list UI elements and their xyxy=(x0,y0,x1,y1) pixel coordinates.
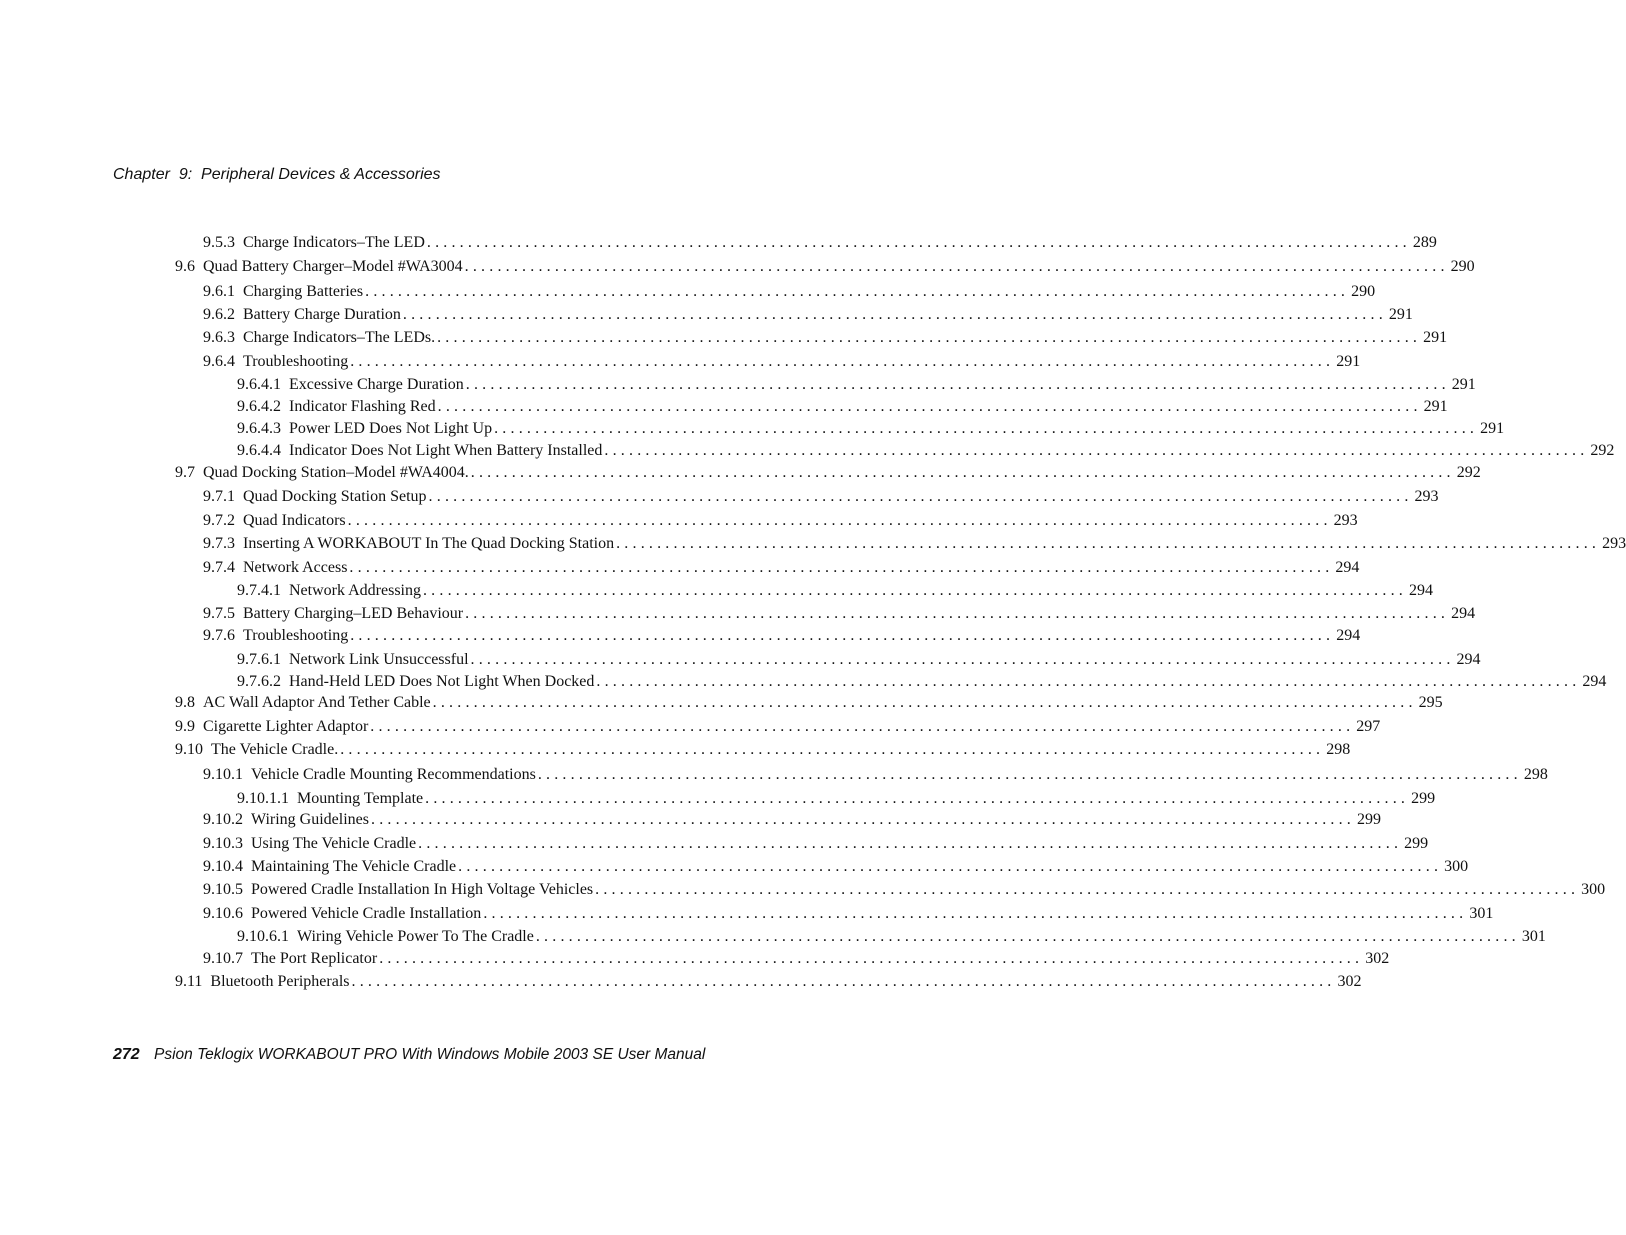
entry-title: Charging Batteries xyxy=(243,283,364,300)
entry-title: Inserting A WORKABOUT In The Quad Docking Station xyxy=(243,535,615,552)
dot-leader: ........................................................................................................................ xyxy=(470,651,1455,668)
entry-page-number: 289 xyxy=(1412,234,1437,251)
dot-leader: ........................................................................................................................ xyxy=(494,420,1479,437)
dot-leader: ........................................................................................................................ xyxy=(347,512,1332,529)
manual-title: Psion Teklogix WORKABOUT PRO With Windows Mobile 2003 SE User Manual xyxy=(154,1046,706,1063)
entry-title: Power LED Does Not Light Up xyxy=(289,420,493,437)
entry-title: Network Link Unsuccessful xyxy=(289,651,469,668)
dot-leader: ........................................................................................................................ xyxy=(458,858,1443,875)
entry-title: Maintaining The Vehicle Cradle xyxy=(251,858,457,875)
entry-title: Quad Docking Station Setup xyxy=(243,488,427,505)
toc-entry[interactable] xyxy=(203,604,1476,624)
entry-number: 9.5.3 xyxy=(203,234,235,251)
entry-title: Quad Indicators xyxy=(243,512,346,529)
dot-leader: ........................................................................................................................ xyxy=(432,694,1417,711)
entry-number: 9.7.4 xyxy=(203,559,235,576)
dot-leader: ........................................................................................................................ xyxy=(349,559,1334,576)
toc-entry[interactable] xyxy=(237,672,1607,692)
entry-number: 9.6.4 xyxy=(203,353,235,370)
entry-page-number: 293 xyxy=(1414,488,1439,505)
toc-entry[interactable] xyxy=(237,650,1481,670)
entry-title: Powered Cradle Installation In High Voltage Vehicles xyxy=(251,881,594,898)
entry-page-number: 299 xyxy=(1357,811,1381,828)
toc-entry[interactable] xyxy=(237,375,1476,395)
entry-title: Mounting Template xyxy=(297,790,424,807)
entry-number: 9.10.1.1 xyxy=(237,790,289,807)
entry-title: Using The Vehicle Cradle xyxy=(251,835,417,852)
dot-leader: ........................................................................................................................ xyxy=(437,398,1422,415)
running-head: Chapter 9: Peripheral Devices & Accessories xyxy=(113,166,441,183)
entry-number: 9.10.1 xyxy=(203,766,243,783)
dot-leader: ........................................................................................................................ xyxy=(604,442,1589,459)
toc-entry[interactable] xyxy=(203,857,1469,877)
toc-entry[interactable] xyxy=(237,419,1505,439)
entry-number: 9.6.2 xyxy=(203,306,235,323)
entry-number: 9.6.4.4 xyxy=(237,442,281,459)
entry-page-number: 292 xyxy=(1456,464,1481,481)
toc-entry[interactable] xyxy=(203,626,1361,646)
entry-number: 9.8 xyxy=(175,694,195,711)
toc-entry[interactable] xyxy=(203,880,1606,900)
entry-number: 9.7.1 xyxy=(203,488,235,505)
entry-page-number: 297 xyxy=(1356,718,1381,735)
toc-entry[interactable] xyxy=(203,352,1361,372)
entry-title: Network Addressing xyxy=(289,582,421,599)
entry-number: 9.10 xyxy=(175,741,203,758)
entry-page-number: 301 xyxy=(1469,905,1494,922)
page-number: 272 xyxy=(113,1046,140,1063)
entry-title: Vehicle Cradle Mounting Recommendations xyxy=(251,766,536,783)
entry-page-number: 302 xyxy=(1337,973,1362,990)
entry-page-number: 300 xyxy=(1444,858,1469,875)
entry-title: Bluetooth Peripherals xyxy=(210,973,350,990)
toc-entry[interactable] xyxy=(203,305,1413,325)
entry-page-number: 291 xyxy=(1423,398,1448,415)
entry-title: Network Access xyxy=(243,559,348,576)
entry-page-number: 291 xyxy=(1451,376,1476,393)
toc-entry[interactable] xyxy=(203,765,1548,785)
entry-number: 9.7.6 xyxy=(203,627,235,644)
toc-entry[interactable] xyxy=(203,511,1358,531)
dot-leader: ........................................................................................................................ xyxy=(616,535,1601,552)
toc-entry[interactable] xyxy=(237,789,1436,809)
dot-leader: ........................................................................................................................ xyxy=(422,582,1407,599)
entry-page-number: 298 xyxy=(1523,766,1548,783)
entry-title: AC Wall Adaptor And Tether Cable xyxy=(203,694,431,711)
entry-number: 9.7.5 xyxy=(203,605,235,622)
toc-entry[interactable] xyxy=(237,927,1546,947)
toc-entry[interactable] xyxy=(175,463,1481,483)
entry-page-number: 301 xyxy=(1521,928,1546,945)
toc-entry[interactable] xyxy=(175,257,1475,277)
entry-page-number: 298 xyxy=(1326,741,1351,758)
entry-page-number: 299 xyxy=(1404,835,1429,852)
dot-leader: ........................................................................................................................ xyxy=(437,329,1422,346)
entry-page-number: 290 xyxy=(1450,258,1475,275)
toc-entry[interactable] xyxy=(175,717,1381,737)
entry-title: Quad Docking Station–Model #WA4004. xyxy=(203,464,469,481)
entry-page-number: 294 xyxy=(1336,627,1361,644)
dot-leader: ........................................................................................................................ xyxy=(350,353,1335,370)
dot-leader: ........................................................................................................................ xyxy=(595,881,1580,898)
entry-number: 9.6.3 xyxy=(203,329,235,346)
entry-number: 9.10.7 xyxy=(203,950,243,967)
toc-entry[interactable] xyxy=(203,810,1381,830)
entry-page-number: 294 xyxy=(1456,651,1481,668)
entry-title: Wiring Guidelines xyxy=(251,811,369,828)
entry-page-number: 302 xyxy=(1365,950,1390,967)
dot-leader: ........................................................................................................................ xyxy=(596,673,1581,690)
entry-number: 9.7.2 xyxy=(203,512,235,529)
toc-entry[interactable] xyxy=(203,233,1437,253)
entry-number: 9.9 xyxy=(175,718,195,735)
entry-number: 9.6 xyxy=(175,258,195,275)
toc-entry[interactable] xyxy=(203,834,1429,854)
toc-entry[interactable] xyxy=(203,487,1439,507)
entry-page-number: 295 xyxy=(1418,694,1443,711)
entry-page-number: 290 xyxy=(1351,283,1376,300)
entry-title: The Vehicle Cradle. xyxy=(211,741,339,758)
dot-leader: ........................................................................................................................ xyxy=(371,811,1355,828)
dot-leader: ........................................................................................................................ xyxy=(370,718,1355,735)
toc-entry[interactable] xyxy=(203,558,1360,578)
entry-number: 9.7 xyxy=(175,464,195,481)
entry-page-number: 291 xyxy=(1336,353,1361,370)
entry-title: Powered Vehicle Cradle Installation xyxy=(251,905,482,922)
entry-page-number: 294 xyxy=(1451,605,1476,622)
entry-number: 9.6.4.2 xyxy=(237,398,281,415)
toc-entry[interactable] xyxy=(203,534,1626,554)
toc-entry[interactable] xyxy=(203,949,1390,969)
dot-leader: ........................................................................................................................ xyxy=(470,464,1455,481)
entry-page-number: 294 xyxy=(1408,582,1433,599)
entry-title: Battery Charging–LED Behaviour xyxy=(243,605,464,622)
dot-leader: ........................................................................................................................ xyxy=(365,283,1350,300)
dot-leader: ........................................................................................................................ xyxy=(379,950,1364,967)
entry-title: Troubleshooting xyxy=(243,353,349,370)
dot-leader: ........................................................................................................................ xyxy=(425,790,1410,807)
entry-page-number: 292 xyxy=(1590,442,1615,459)
entry-title: Charge Indicators–The LEDs. xyxy=(243,329,436,346)
entry-title: Hand-Held LED Does Not Light When Docked xyxy=(289,673,595,690)
entry-title: Troubleshooting xyxy=(243,627,349,644)
toc-entry[interactable] xyxy=(175,972,1362,992)
toc-entry[interactable] xyxy=(203,904,1494,924)
entry-title: The Port Replicator xyxy=(251,950,378,967)
entry-title: Excessive Charge Duration xyxy=(289,376,464,393)
entry-title: Charge Indicators–The LED xyxy=(243,234,425,251)
toc-entry[interactable] xyxy=(175,693,1443,713)
dot-leader: ........................................................................................................................ xyxy=(535,928,1520,945)
entry-page-number: 294 xyxy=(1582,673,1607,690)
entry-title: Battery Charge Duration xyxy=(243,306,401,323)
dot-leader: ........................................................................................................................ xyxy=(426,234,1411,251)
dot-leader: ........................................................................................................................ xyxy=(340,741,1325,758)
dot-leader: ........................................................................................................................ xyxy=(350,627,1335,644)
entry-page-number: 293 xyxy=(1602,535,1626,552)
dot-leader: ........................................................................................................................ xyxy=(402,306,1387,323)
toc-entry[interactable] xyxy=(237,441,1615,461)
entry-number: 9.10.6 xyxy=(203,905,243,922)
dot-leader: ........................................................................................................................ xyxy=(351,973,1336,990)
entry-title: Quad Battery Charger–Model #WA3004 xyxy=(203,258,463,275)
toc-entry[interactable] xyxy=(203,282,1376,302)
entry-number: 9.10.4 xyxy=(203,858,243,875)
entry-number: 9.7.3 xyxy=(203,535,235,552)
entry-number: 9.10.5 xyxy=(203,881,243,898)
entry-number: 9.11 xyxy=(175,973,203,990)
entry-title: Cigarette Lighter Adaptor xyxy=(203,718,369,735)
toc-entry[interactable] xyxy=(175,740,1351,760)
dot-leader: ........................................................................................................................ xyxy=(483,905,1468,922)
page-footer xyxy=(113,1046,705,1064)
dot-leader: ........................................................................................................................ xyxy=(418,835,1403,852)
entry-number: 9.6.4.3 xyxy=(237,420,281,437)
entry-title: Wiring Vehicle Power To The Cradle xyxy=(297,928,534,945)
entry-number: 9.6.1 xyxy=(203,283,235,300)
entry-page-number: 300 xyxy=(1581,881,1606,898)
entry-page-number: 293 xyxy=(1333,512,1358,529)
entry-page-number: 291 xyxy=(1423,329,1448,346)
entry-number: 9.6.4.1 xyxy=(237,376,281,393)
entry-number: 9.10.6.1 xyxy=(237,928,289,945)
toc-entry[interactable] xyxy=(237,397,1448,417)
entry-number: 9.10.2 xyxy=(203,811,243,828)
entry-number: 9.7.6.1 xyxy=(237,651,281,668)
dot-leader: ........................................................................................................................ xyxy=(465,376,1450,393)
toc-entry[interactable] xyxy=(203,328,1448,348)
dot-leader: ........................................................................................................................ xyxy=(428,488,1413,505)
entry-number: 9.7.6.2 xyxy=(237,673,281,690)
entry-page-number: 291 xyxy=(1480,420,1505,437)
entry-number: 9.7.4.1 xyxy=(237,582,281,599)
entry-page-number: 291 xyxy=(1388,306,1413,323)
entry-title: Indicator Flashing Red xyxy=(289,398,436,415)
toc-entry[interactable] xyxy=(237,581,1433,601)
dot-leader: ........................................................................................................................ xyxy=(537,766,1522,783)
dot-leader: ........................................................................................................................ xyxy=(465,605,1450,622)
entry-page-number: 294 xyxy=(1335,559,1360,576)
entry-title: Indicator Does Not Light When Battery Installed xyxy=(289,442,603,459)
entry-number: 9.10.3 xyxy=(203,835,243,852)
entry-page-number: 299 xyxy=(1411,790,1436,807)
dot-leader: ........................................................................................................................ xyxy=(464,258,1449,275)
